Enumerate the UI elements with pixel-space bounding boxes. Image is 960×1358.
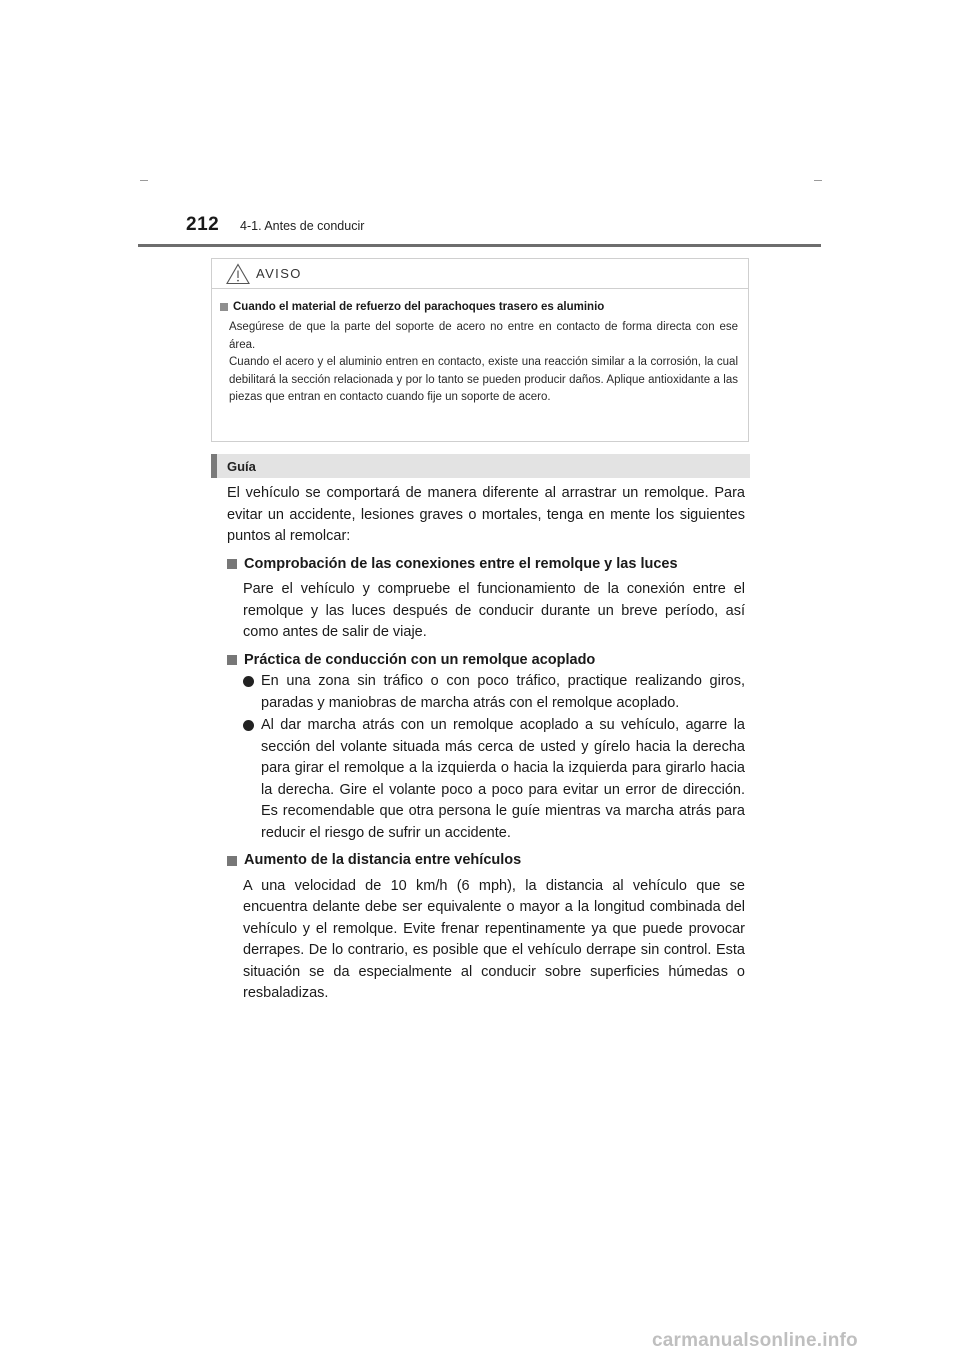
warning-triangle-icon — [226, 263, 250, 285]
list-item-text: Al dar marcha atrás con un remolque acoplado a su vehículo, agarre la sección del volante situada más cerca de usted y gírelo hacia la derecha para girar el remolque a la izquierda o hacia la izquierda para girarlo hacia la derecha. Gire el volante poco a poco para evitar un error de dirección. Es recomendable que otra persona le guíe mientras va marcha atrás para reducir el riesgo de sufrir un accidente. — [261, 717, 745, 841]
round-bullet-icon — [243, 720, 254, 731]
square-bullet-icon — [220, 303, 228, 311]
warning-body — [212, 289, 748, 407]
warning-header — [212, 259, 748, 289]
warning-label: AVISO — [256, 266, 302, 281]
warning-subheading-text: Cuando el material de refuerzo del parachoques trasero es aluminio — [233, 301, 605, 313]
section-paragraph: A una velocidad de 10 km/h (6 mph), la distancia al vehículo que se encuentra delante debe ser equivalente o mayor a la longitud combinada del vehículo y el remolque. Evite frenar repentinamente ya que puede provocar derrapes. De lo contrario, es posible que el vehículo derrape sin control. Esta situación se da especialmente al conducir sobre superficies húmedas o resbaladizas. — [243, 877, 745, 1001]
warning-paragraph: Asegúrese de que la parte del soporte de acero no entre en contacto de forma directa con ese área. — [229, 321, 738, 351]
crop-mark-right — [814, 180, 822, 181]
header-rule — [138, 244, 821, 247]
section-title: 4-1. Antes de conducir — [240, 219, 365, 233]
section-heading-text: Aumento de la distancia entre vehículos — [244, 852, 522, 868]
section-heading-text: Comprobación de las conexiones entre el remolque y las luces — [244, 555, 678, 572]
guide-heading-bar — [211, 454, 750, 478]
main-content — [227, 483, 745, 1005]
section-paragraph: Pare el vehículo y compruebe el funcionamiento de la conexión entre el remolque y las luces después de conducir durante un breve período, así como antes de salir de viaje. — [243, 581, 745, 640]
page-number: 212 — [186, 214, 220, 235]
intro-paragraph: El vehículo se comportará de manera diferente al arrastrar un remolque. Para evitar un accidente, lesiones graves o mortales, tenga en mente los siguientes puntos al remolcar: — [227, 485, 745, 544]
section-heading — [227, 554, 745, 576]
crop-mark-left — [140, 180, 148, 181]
list-item — [243, 715, 745, 844]
square-bullet-icon — [227, 655, 237, 665]
square-bullet-icon — [227, 856, 237, 866]
watermark: carmanualsonline.info — [652, 1330, 858, 1351]
list-item — [243, 671, 745, 714]
list-item-text: En una zona sin tráfico o con poco tráfico, practique realizando giros, paradas y maniobras de marcha atrás con el remolque acoplado. — [261, 673, 745, 711]
warning-paragraph: Cuando el acero y el aluminio entren en contacto, existe una reacción similar a la corrosión, la cual debilitará la sección relacionada y por lo tanto se pueden producir daños. Aplique antioxidante a las piezas que entran en contacto cuando fije un soporte de acero. — [229, 356, 738, 404]
page-header — [186, 214, 364, 236]
section-heading — [227, 650, 745, 672]
round-bullet-icon — [243, 676, 254, 687]
warning-box — [211, 258, 749, 442]
section-heading-text: Práctica de conducción con un remolque acoplado — [244, 651, 596, 668]
section-heading — [227, 850, 745, 872]
warning-subheading — [220, 301, 738, 313]
guide-heading: Guía — [227, 458, 256, 474]
square-bullet-icon — [227, 559, 237, 569]
